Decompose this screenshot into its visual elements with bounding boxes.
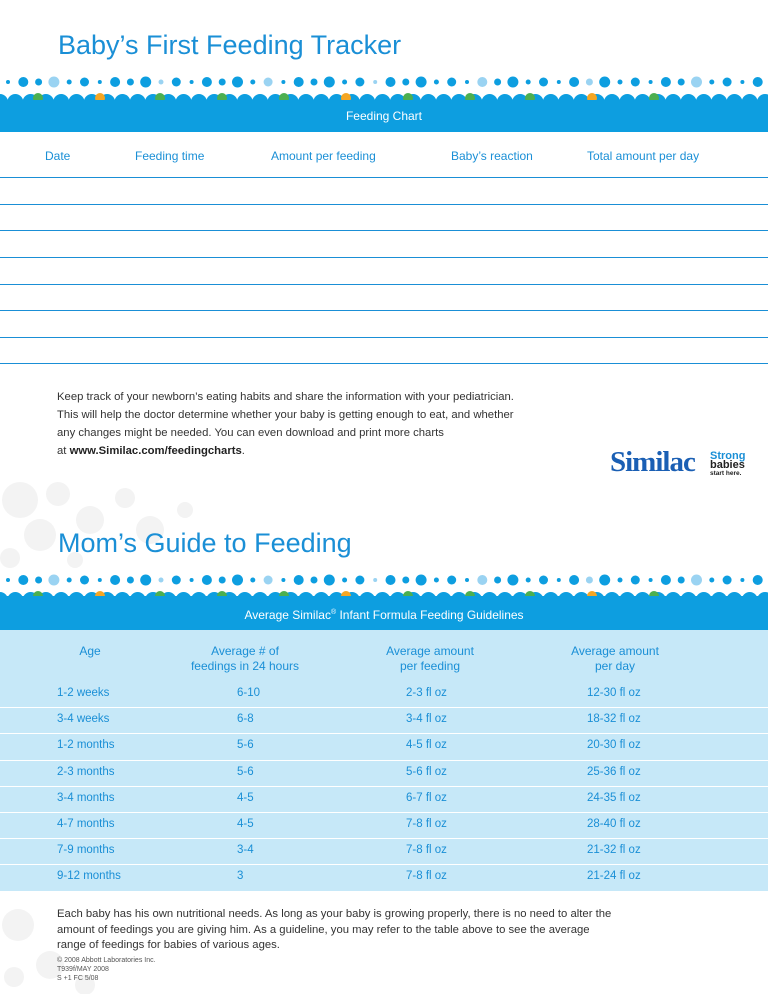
header-feedings-l1: Average # of <box>211 644 279 658</box>
cell-age: 2-3 months <box>57 765 115 778</box>
cell-age: 9-12 months <box>57 870 121 883</box>
document-code-line: S +1 FC 5/08 <box>57 975 99 982</box>
column-amount-per-feeding: Amount per feeding <box>271 149 376 163</box>
footnote-line: Each baby has his own nutritional needs. As long as your baby is growing properly, there is no need to alter the <box>57 908 612 920</box>
tracker-row-line <box>0 204 768 205</box>
copyright-line: © 2008 Abbott Laboratories Inc. <box>57 957 156 964</box>
cell-feedings: 5-6 <box>237 765 254 778</box>
instructions-line <box>57 442 597 460</box>
tracker-instructions <box>57 388 597 460</box>
instructions-line: Keep track of your newborn’s eating habits and share the information with your pediatrician. <box>57 391 514 403</box>
tagline-start-here: start here. <box>710 470 742 477</box>
cell-per-feeding: 2-3 fl oz <box>406 687 447 699</box>
footnote-line: range of feedings for babies of various ages. <box>57 939 280 951</box>
header-per-day-l2: per day <box>594 659 636 673</box>
tracker-row-line <box>0 363 768 364</box>
cell-per-feeding: 7-8 fl oz <box>406 844 447 857</box>
cell-age: 4-7 months <box>57 817 115 830</box>
similac-wordmark: Similac <box>610 446 695 478</box>
instructions-suffix: . <box>241 445 245 457</box>
cell-per-day: 25-36 fl oz <box>587 765 641 778</box>
footnote-line: amount of feedings you are giving him. As a guideline, you may refer to the table above to see the average <box>57 923 590 936</box>
table-row <box>0 734 768 760</box>
legal-text <box>57 956 156 983</box>
tagline-strong: Strong <box>710 450 746 462</box>
header-per-day-l1: Average amount <box>571 644 659 658</box>
cell-per-day: 18-32 fl oz <box>587 713 641 726</box>
header-per-day <box>555 644 675 674</box>
cell-feedings: 3-4 <box>237 844 254 857</box>
cell-age: 7-9 months <box>57 844 115 857</box>
header-per-feeding <box>370 644 490 674</box>
tracker-row-line <box>0 284 768 285</box>
instructions-line: any changes might be needed. You can even download and print more charts <box>57 427 444 439</box>
table-row <box>0 787 768 813</box>
header-feedings-l2: feedings in 24 hours <box>190 659 300 673</box>
cell-per-day: 28-40 fl oz <box>587 817 641 830</box>
table-row <box>0 839 768 865</box>
table-row <box>0 708 768 734</box>
document-code-line: T939f/MAY 2008 <box>57 966 109 973</box>
column-total-amount: Total amount per day <box>587 149 700 163</box>
cell-feedings: 4-5 <box>237 791 254 804</box>
guidelines-label-post: Infant Formula Feeding Guidelines <box>336 608 524 622</box>
cell-age: 1-2 weeks <box>57 687 110 699</box>
cell-per-feeding: 4-5 fl oz <box>406 739 447 752</box>
feeding-chart-label: Feeding Chart <box>345 109 423 123</box>
feeding-chart-band <box>0 100 768 132</box>
instructions-prefix: at <box>57 445 70 457</box>
guide-footnote <box>57 907 697 954</box>
cell-per-feeding: 7-8 fl oz <box>406 870 447 883</box>
guide-title: Mom’s Guide to Feeding <box>58 528 352 558</box>
feedingcharts-link[interactable]: www.Similac.com/feedingcharts <box>69 445 242 457</box>
cell-feedings: 4-5 <box>237 817 254 830</box>
similac-logo <box>610 448 750 480</box>
cell-feedings: 6-10 <box>237 687 261 699</box>
cell-per-feeding: 5-6 fl oz <box>406 765 447 778</box>
cell-per-day: 12-30 fl oz <box>587 687 641 699</box>
cell-per-feeding: 6-7 fl oz <box>406 791 447 804</box>
cell-per-feeding: 7-8 fl oz <box>406 817 447 830</box>
column-feeding-time: Feeding time <box>135 149 205 163</box>
cell-per-day: 21-32 fl oz <box>587 844 641 857</box>
header-feedings <box>180 644 310 674</box>
cell-age: 3-4 months <box>57 791 115 804</box>
cell-age: 1-2 months <box>57 739 115 752</box>
cell-per-day: 20-30 fl oz <box>587 739 641 752</box>
table-row <box>0 813 768 839</box>
table-row <box>0 865 768 891</box>
tracker-row-line <box>0 337 768 338</box>
tracker-row-line <box>0 257 768 258</box>
cell-per-day: 21-24 fl oz <box>587 870 641 883</box>
header-age: Age <box>79 644 101 658</box>
tracker-row-line <box>0 310 768 311</box>
cell-per-feeding: 3-4 fl oz <box>406 713 447 726</box>
column-date: Date <box>45 149 71 163</box>
guidelines-band <box>0 596 768 630</box>
cell-feedings: 6-8 <box>237 713 254 726</box>
header-per-feeding-l1: Average amount <box>386 644 474 658</box>
column-babys-reaction: Baby’s reaction <box>451 149 533 163</box>
cell-feedings: 3 <box>237 870 244 883</box>
cell-per-day: 24-35 fl oz <box>587 791 641 804</box>
registered-mark: ® <box>330 609 337 616</box>
cell-age: 3-4 weeks <box>57 713 110 726</box>
table-row <box>0 761 768 787</box>
feeding-guidelines-table <box>0 630 768 892</box>
tracker-row-line <box>0 177 768 178</box>
guidelines-label-pre: Average Similac <box>244 608 331 622</box>
table-row <box>0 682 768 708</box>
table-header-row <box>0 630 768 682</box>
tagline-babies: babies <box>710 459 745 471</box>
tracker-row-line <box>0 230 768 231</box>
instructions-line: This will help the doctor determine whether your baby is getting enough to eat, and whether <box>57 409 514 421</box>
header-per-feeding-l2: per feeding <box>399 659 461 673</box>
tracker-title: Baby’s First Feeding Tracker <box>58 30 402 60</box>
cell-feedings: 5-6 <box>237 739 254 752</box>
